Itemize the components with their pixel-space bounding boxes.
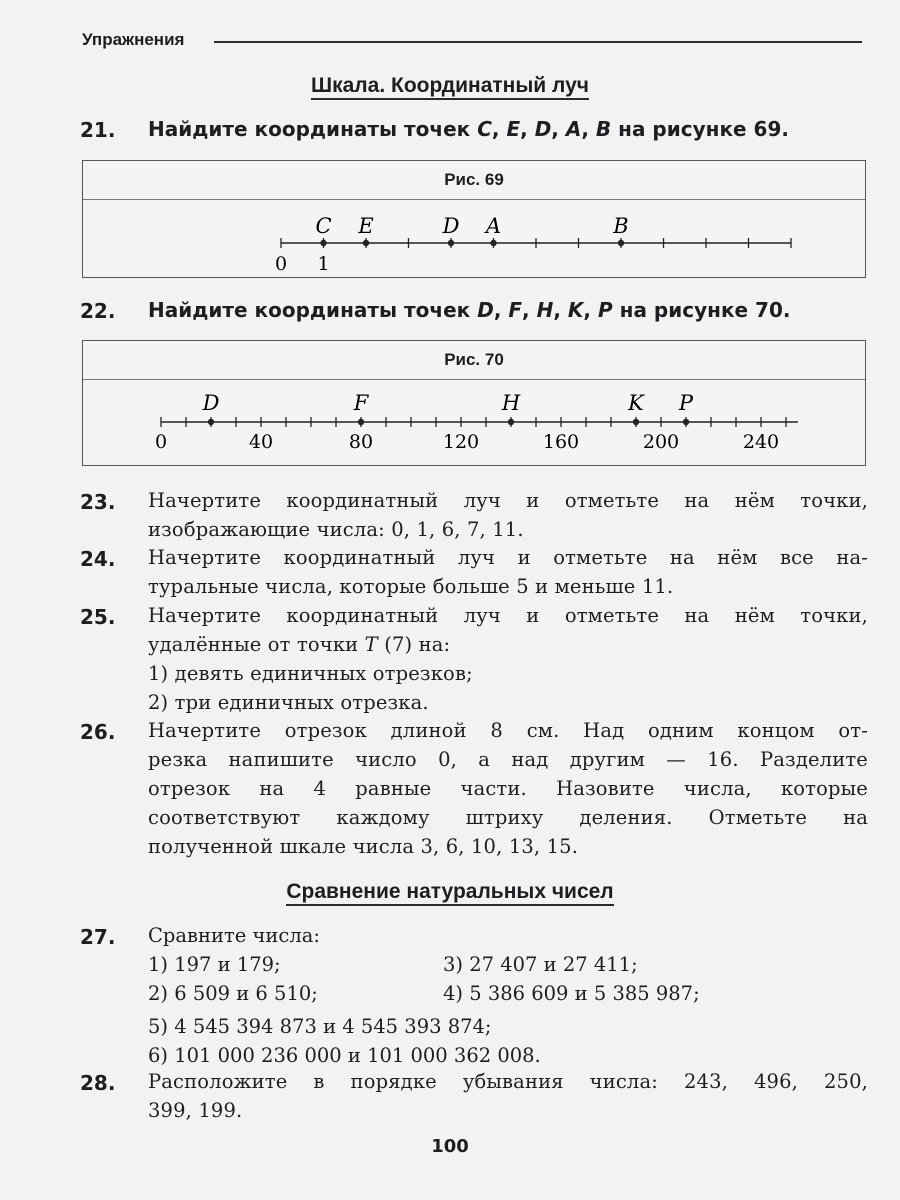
exercise-28-line: Расположите в порядке убывания числа: 243, 496, 250, bbox=[148, 1070, 868, 1093]
point-d-label: D bbox=[442, 214, 460, 238]
exercise-22-text: Найдите координаты точек D, F, H, K, P на рисунке 70. bbox=[148, 298, 791, 322]
point-e-label: E bbox=[358, 214, 374, 238]
point-p-label: P bbox=[678, 391, 694, 415]
exercise-25-line: 2) три единичных отрезка. bbox=[148, 691, 429, 714]
point-k-dot bbox=[633, 419, 639, 425]
exercise-26-line: резка напишите число 0, а над другим — 16. Разделите bbox=[148, 748, 868, 771]
point-b-dot bbox=[618, 240, 624, 246]
figure-70 bbox=[82, 340, 866, 466]
figure-69 bbox=[82, 160, 866, 278]
exercise-23-number: 23. bbox=[80, 490, 116, 514]
section-title-compare: Сравнение натуральных чисел bbox=[0, 880, 900, 904]
point-f-label: F bbox=[353, 391, 369, 415]
exercise-23-text bbox=[148, 486, 868, 544]
figure-70-title: Рис. 70 bbox=[83, 341, 865, 380]
tick-label: 240 bbox=[742, 431, 780, 453]
tick-label: 160 bbox=[542, 431, 580, 453]
exercise-26-line: полученной шкале числа 3, 6, 10, 13, 15. bbox=[148, 835, 579, 858]
exercise-27-item: 1) 197 и 179; bbox=[148, 953, 281, 976]
tick-label: 80 bbox=[348, 431, 374, 453]
exercise-23-line: Начертите координатный луч и отметьте на нём точки, bbox=[148, 489, 868, 512]
exercise-26-line: соответствуют каждому штриху деления. Отметьте на bbox=[148, 806, 868, 829]
tick-label: 200 bbox=[642, 431, 680, 453]
exercise-24-line: туральные числа, которые больше 5 и меньше 11. bbox=[148, 575, 674, 598]
exercise-28-number: 28. bbox=[80, 1071, 116, 1095]
section-title-scale: Шкала. Координатный луч bbox=[0, 74, 900, 98]
point-e-dot bbox=[363, 240, 369, 246]
running-header: Упражнения bbox=[82, 30, 185, 49]
point-a-dot bbox=[490, 240, 496, 246]
exercise-28-text bbox=[148, 1067, 868, 1125]
exercise-27-item: 6) 101 000 236 000 и 101 000 362 008. bbox=[148, 1044, 541, 1067]
exercise-25-line: 1) девять единичных отрезков; bbox=[148, 662, 473, 685]
exercise-26-number: 26. bbox=[80, 720, 116, 744]
exercise-24-line: Начертите координатный луч и отметьте на нём все на- bbox=[148, 546, 868, 569]
point-p-dot bbox=[683, 419, 689, 425]
figure-69-title: Рис. 69 bbox=[83, 161, 865, 200]
exercise-27-item: 4) 5 386 609 и 5 385 987; bbox=[443, 982, 700, 1005]
page-number: 100 bbox=[431, 1136, 469, 1157]
point-c-dot bbox=[320, 240, 326, 246]
header-rule bbox=[214, 41, 862, 43]
exercise-24-number: 24. bbox=[80, 547, 116, 571]
tick-label: 120 bbox=[442, 431, 480, 453]
unit-label: 1 bbox=[317, 253, 330, 275]
point-h-label: H bbox=[501, 391, 521, 415]
origin-label: 0 bbox=[274, 253, 288, 275]
exercise-27-item: 5) 4 545 394 873 и 4 545 393 874; bbox=[148, 1015, 492, 1038]
exercise-21-number: 21. bbox=[80, 118, 116, 142]
exercise-27-item: 2) 6 509 и 6 510; bbox=[148, 982, 318, 1005]
point-a-label: A bbox=[485, 214, 502, 238]
point-d-dot bbox=[208, 419, 214, 425]
exercise-25-line: удалённые от точки T (7) на: bbox=[148, 633, 451, 656]
point-d-label: D bbox=[202, 391, 220, 415]
exercise-25-text bbox=[148, 601, 868, 717]
point-f-dot bbox=[358, 419, 364, 425]
exercise-28-line: 399, 199. bbox=[148, 1099, 243, 1122]
exercise-27-number: 27. bbox=[80, 925, 116, 949]
point-b-label: B bbox=[613, 214, 629, 238]
exercise-26-line: отрезок на 4 равные части. Назовите числа, которые bbox=[148, 777, 868, 800]
exercise-27-item: 3) 27 407 и 27 411; bbox=[443, 953, 638, 976]
exercise-21-text: Найдите координаты точек C, E, D, A, B на рисунке 69. bbox=[148, 117, 789, 141]
exercise-25-line: Начертите координатный луч и отметьте на нём точки, bbox=[148, 604, 868, 627]
point-d-dot bbox=[448, 240, 454, 246]
exercise-26-line: Начертите отрезок длиной 8 см. Над одним концом от- bbox=[148, 719, 868, 742]
exercise-22-number: 22. bbox=[80, 299, 116, 323]
figure-69-ray bbox=[83, 200, 865, 276]
exercise-23-line: изображающие числа: 0, 1, 6, 7, 11. bbox=[148, 518, 524, 541]
figure-70-ray bbox=[83, 380, 865, 464]
point-c-label: C bbox=[315, 214, 332, 238]
exercise-27-intro: Сравните числа: bbox=[148, 924, 320, 947]
exercise-27-text bbox=[148, 921, 868, 950]
tick-label: 40 bbox=[248, 431, 274, 453]
exercise-24-text bbox=[148, 543, 868, 601]
exercise-25-number: 25. bbox=[80, 605, 116, 629]
point-h-dot bbox=[508, 419, 514, 425]
point-k-label: K bbox=[628, 391, 644, 415]
tick-label: 0 bbox=[154, 431, 168, 453]
exercise-26-text bbox=[148, 716, 868, 861]
